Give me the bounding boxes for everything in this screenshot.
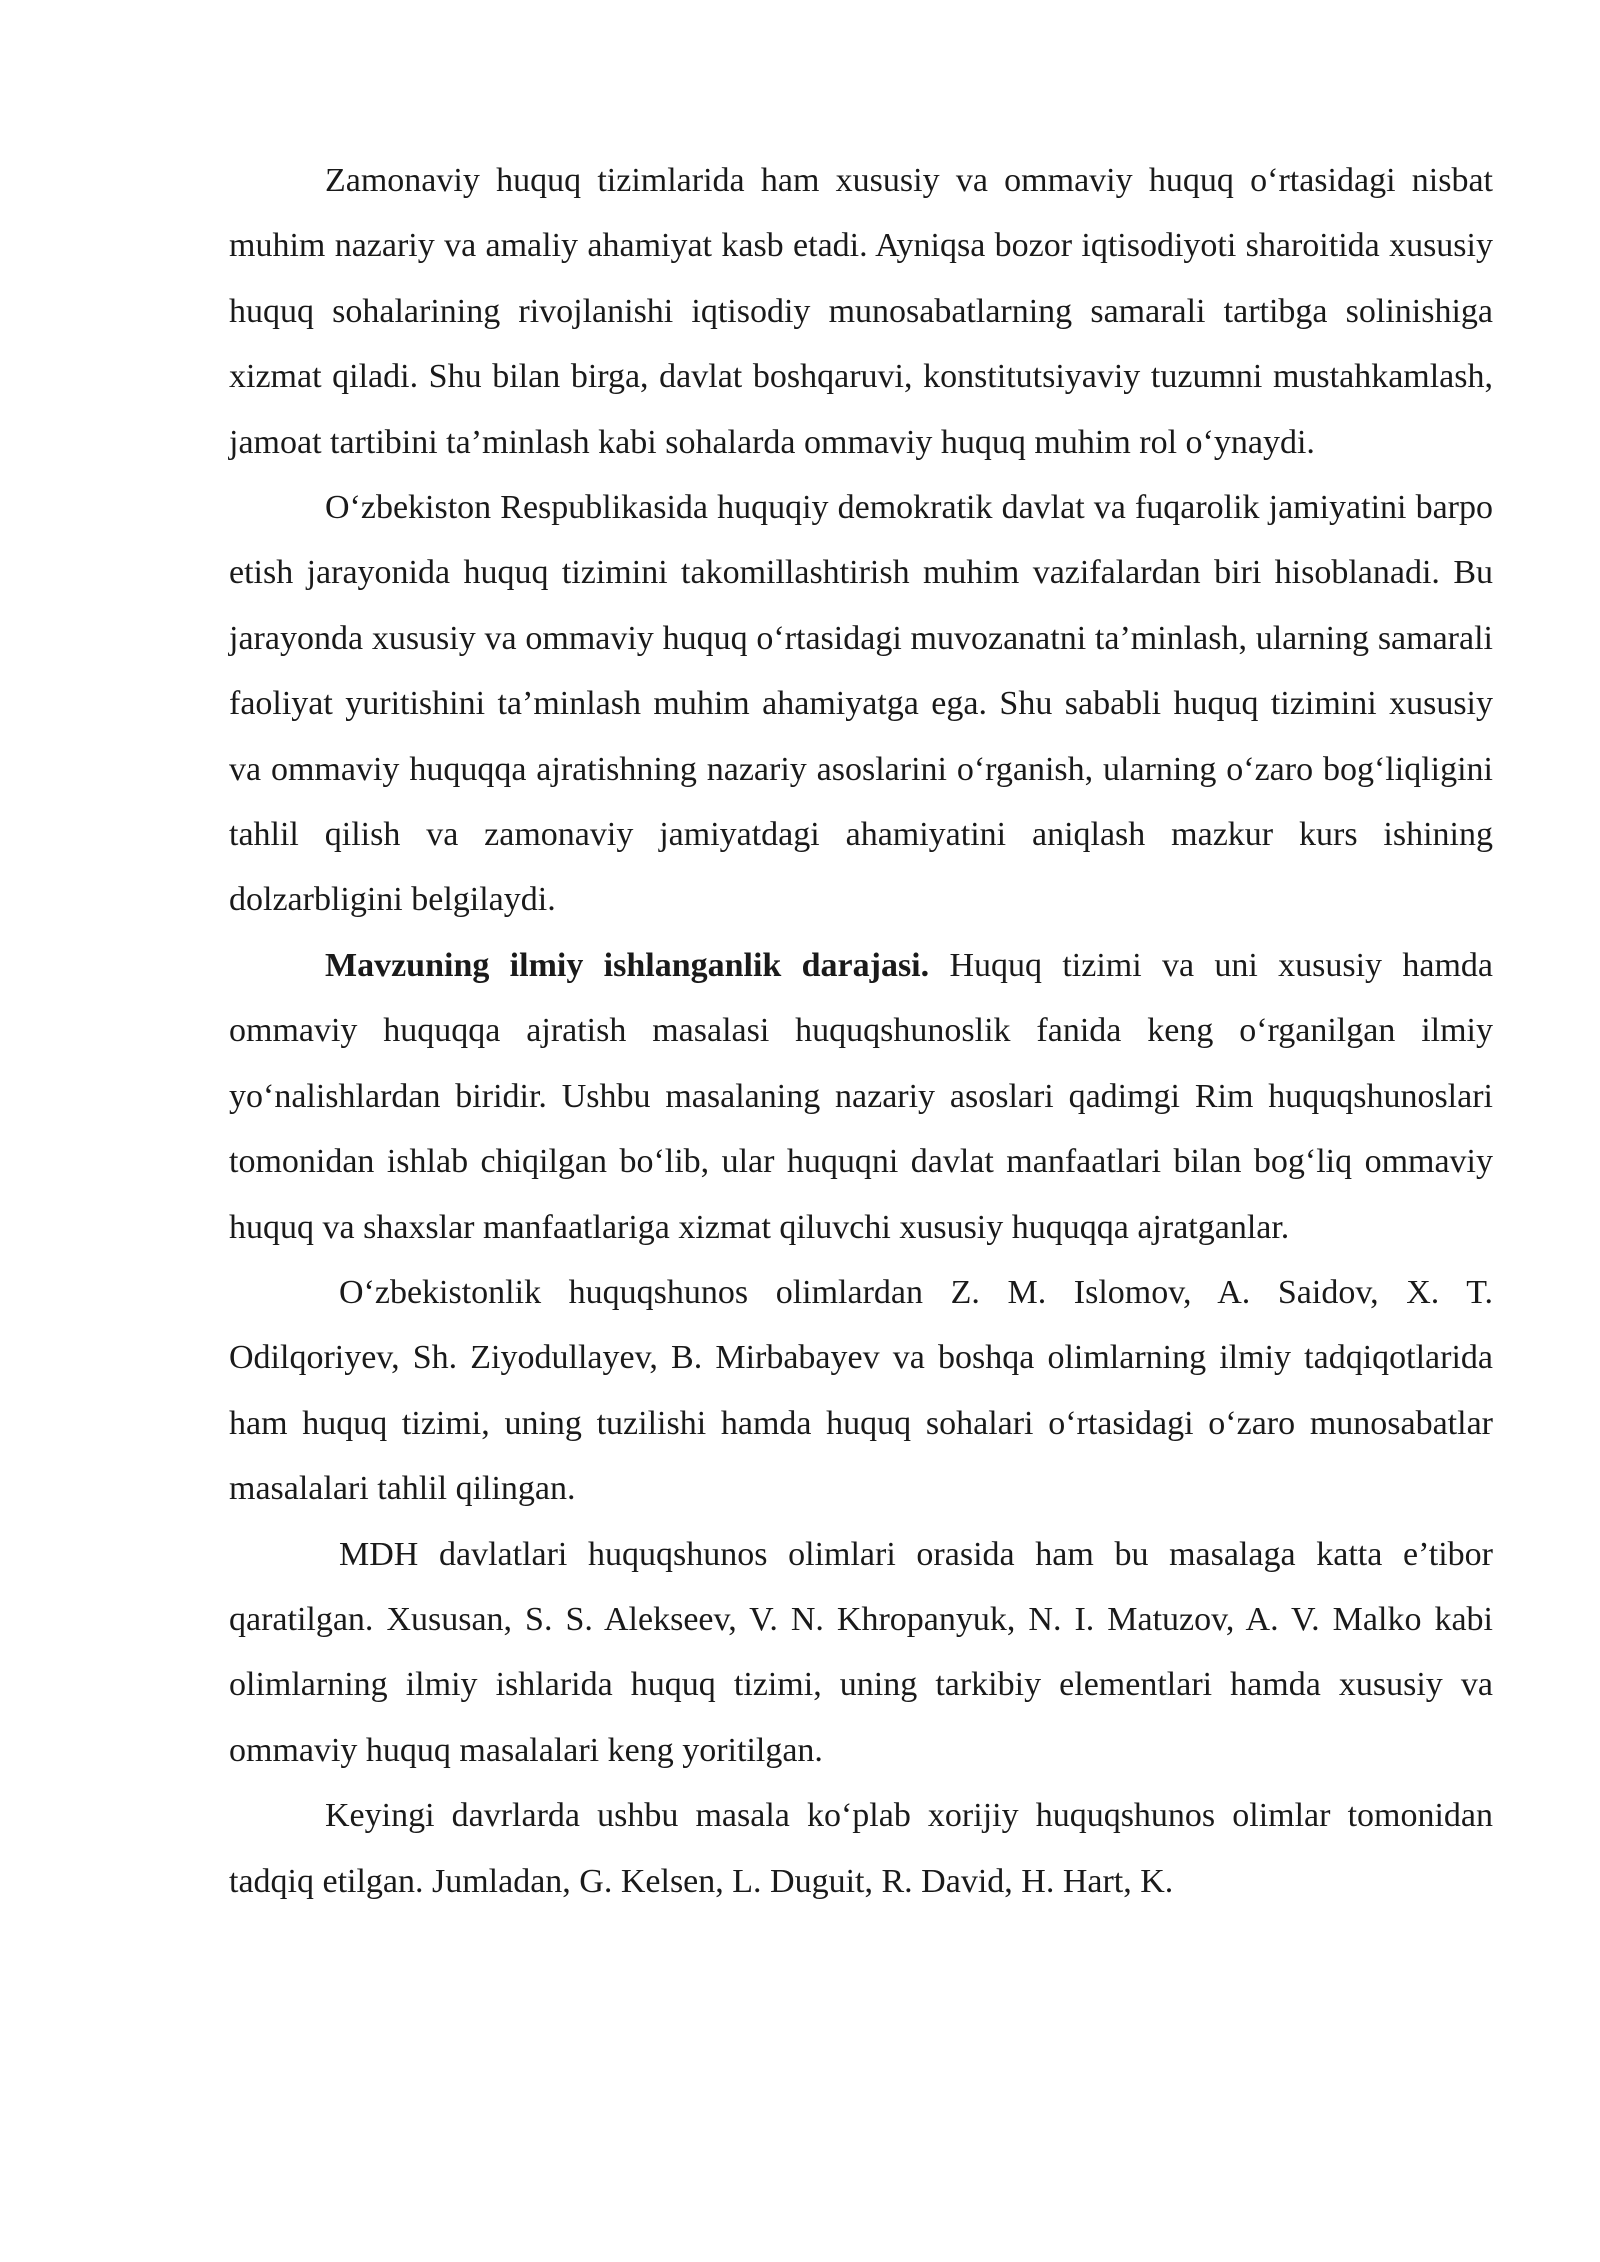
section-heading: Mavzuning ilmiy ishlanganlik darajasi. <box>325 946 930 984</box>
paragraph-2 <box>229 475 1493 933</box>
paragraph-4 <box>229 1260 1493 1522</box>
paragraph-text: O‘zbekiston Respublikasida huquqiy demokratik davlat va fuqarolik jamiyatini barpo etish jarayonida huquq tizimini takomillashtirish muhim vazifalardan biri hisoblanadi. Bu jarayonda xususiy va ommaviy huquq o‘rtasidagi muvozanatni ta’minlash, ularning samarali faoliyat yuritishini ta’minlash muhim ahamiyatga ega. Shu sababli huquq tizimini xususiy va ommaviy huquqqa ajratishning nazariy asoslarini o‘rganish, ularning o‘zaro bog‘liqligini tahlil qilish va zamonaviy jamiyatdagi ahamiyatini aniqlash mazkur kurs ishining dolzarbligini belgilaydi. <box>229 489 1493 919</box>
paragraph-text: Keyingi davrlarda ushbu masala ko‘plab xorijiy huquqshunos olimlar tomonidan tadqiq etilgan. Jumladan, G. Kelsen, L. Duguit, R. David, H. Hart, K. <box>229 1797 1493 1900</box>
paragraph-6 <box>229 1783 1493 1914</box>
paragraph-text: O‘zbekistonlik huquqshunos olimlardan Z. M. Islomov, A. Saidov, X. T. Odilqoriyev, Sh. Ziyodullayev, B. Mirbabayev va boshqa olimlarning ilmiy tadqiqotlarida ham huquq tizimi, uning tuzilishi hamda huquq sohalari o‘rtasidagi o‘zaro munosabatlar masalalari tahlil qilingan. <box>229 1273 1493 1508</box>
paragraph-text: MDH davlatlari huquqshunos olimlari orasida ham bu masalaga katta e’tibor qaratilgan. Xususan, S. S. Alekseev, V. N. Khropanyuk, N. I. Matuzov, A. V. Malko kabi olimlarning ilmiy ishlarida huquq tizimi, uning tarkibiy elementlari hamda xususiy va ommaviy huquq masalalari keng yoritilgan. <box>229 1535 1493 1769</box>
paragraph-text: Zamonaviy huquq tizimlarida ham xususiy va ommaviy huquq o‘rtasidagi nisbat muhim nazariy va amaliy ahamiyat kasb etadi. Ayniqsa bozor iqtisodiyoti sharoitida xususiy huquq sohalarining rivojlanishi iqtisodiy munosabatlarning samarali tartibga solinishiga xizmat qiladi. Shu bilan birga, davlat boshqaruvi, konstitutsiyaviy tuzumni mustahkamlash, jamoat tartibini ta’minlash kabi sohalarda ommaviy huquq muhim rol o‘ynaydi. <box>229 162 1493 461</box>
paragraph-3 <box>229 933 1493 1260</box>
paragraph-1 <box>229 148 1493 475</box>
paragraph-5 <box>229 1522 1493 1784</box>
document-page <box>229 148 1493 1914</box>
paragraph-text: Huquq tizimi va uni xususiy hamda ommaviy huquqqa ajratish masalasi huquqshunoslik fanida keng o‘rganilgan ilmiy yo‘nalishlardan biridir. Ushbu masalaning nazariy asoslari qadimgi Rim huquqshunoslari tomonidan ishlab chiqilgan bo‘lib, ular huquqni davlat manfaatlari bilan bog‘liq ommaviy huquq va shaxslar manfaatlariga xizmat qiluvchi xususiy huquqqa ajratganlar. <box>229 946 1494 1246</box>
